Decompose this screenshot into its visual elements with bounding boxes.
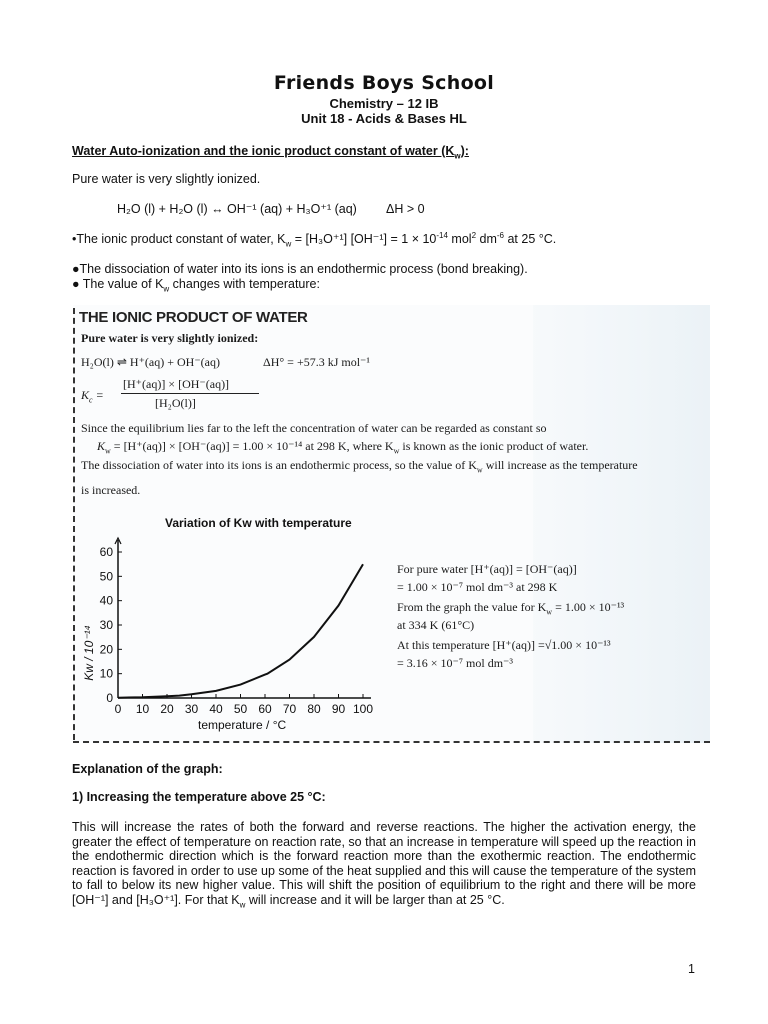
y-tick-label: 0 [106,691,113,705]
kc-fraction-bar [121,393,259,394]
note-graph-value: From the graph the value for $K_w = 1.00 \times 10^{-13}$ [397,600,625,617]
y-tick-label: 60 [99,545,113,559]
kw-def-exp: -14 [436,230,448,240]
bullet2-pre: ● The value of K [72,277,164,291]
y-tick-label: 10 [99,666,113,681]
kc-denominator: [H₂O(l)] [155,396,196,410]
figure-title: THE IONIC PRODUCT OF WATER [79,309,308,326]
unit-line: Unit 18 - Acids & Bases HL [301,111,467,126]
explanation-heading: Explanation of the graph: [72,762,223,776]
section-heading-sub: w [454,151,461,161]
x-axis-label: temperature / °C [198,718,287,732]
intro-text: Pure water is very slightly ionized. [72,172,261,186]
figure-line2: Since the equilibrium lies far to the left the concentration of water can be regarded as constant so [81,421,547,435]
ionization-equation: H₂O (l) + H₂O (l) ↔ OH⁻¹ (aq) + H₃O⁺¹ (aq) [117,202,357,216]
note-pure-water-value: = 1.00 × 10⁻⁷ mol dm⁻³ at 298 K [397,580,558,594]
x-tick-label: 50 [233,702,248,716]
note2-text: From the graph the value for K [397,600,547,614]
figure-line4: is increased. [81,483,141,497]
x-tick-label: 60 [258,702,272,716]
figure-line1: Pure water is very slightly ionized: [81,331,259,345]
bullet2-post: changes with temperature: [169,277,320,291]
section-heading-text: Water Auto-ionization and the ionic product constant of water (K [72,144,455,158]
x-tick-label: 30 [184,702,199,716]
delta-h-text: ΔH > 0 [386,202,425,216]
x-tick-label: 100 [352,702,374,716]
note-pure-water: For pure water [H⁺(aq)] = [OH⁻(aq)] [397,562,577,576]
textbook-scan [73,305,710,743]
school-title: Friends Boys School [273,72,495,94]
kw-def-end: at 25 °C. [504,232,557,246]
kw-expr-rest: = [H⁺(aq)] × [OH⁻(aq)] = 1.00 × 10⁻¹⁴ at 298 K, where K [110,439,394,453]
page-number: 1 [688,962,695,976]
kw-definition [72,232,556,247]
note-h-value: = 3.16 × 10⁻⁷ mol dm⁻³ [397,656,513,670]
x-tick-label: 90 [331,702,346,716]
section-heading [72,144,469,159]
kc-numerator: [H⁺(aq)] × [OH⁻(aq)] [123,377,230,391]
kc-label-sub: c [89,395,93,405]
subject-line: Chemistry – 12 IB [329,96,439,111]
kc-label-text: K [81,388,90,402]
x-tick-label: 70 [282,702,297,716]
figure-line3-end: will increase as the temperature [482,458,638,472]
y-tick-label: 40 [99,593,113,608]
kw-def-sub: w [285,239,292,249]
chart-axes [115,538,371,698]
note-h-concentration: At this temperature [H⁺(aq)] =√1.00 × 10⁻¹³ [397,638,611,652]
x-tick-label: 10 [135,702,150,716]
explanation-body [72,820,696,907]
scan-bleed-area [533,305,710,743]
bullet-kw-changes [72,277,320,292]
y-tick-label: 30 [99,618,113,632]
kw-def-unit-exp2: -6 [496,230,504,240]
x-tick-label: 0 [114,702,122,716]
explanation-body-end: will increase and it will be larger than at 25 °C. [245,892,505,907]
figure-equation: H₂O(l) ⇌ H⁺(aq) + OH⁻(aq) [81,355,220,369]
x-tick-label: 80 [307,702,321,716]
bullet-endothermic: ●The dissociation of water into its ions is an endothermic process (bond breaking). [72,262,528,276]
y-tick-label: 20 [99,642,113,657]
kw-def-unit2: dm [476,232,497,246]
figure-line3: The dissociation of water into its ions is an endothermic process, so the value of $K_w$ will increase as the temperature [81,458,638,475]
kw-expr-k: K [97,439,106,453]
kw-curve [118,564,363,698]
figure-delta-h: ΔH° = +57.3 kJ mol⁻¹ [263,355,370,369]
kw-expr-end: is known as the ionic product of water. [399,439,589,453]
kw-def-unit-exp1: 2 [471,230,477,240]
y-axis-label: Kw / 10⁻¹⁴ [82,625,96,681]
kw-def-pre: •The ionic product constant of water, K [72,232,286,246]
scan-dashed-left-border [73,308,75,740]
x-tick-label: 20 [160,702,174,716]
bullet2-sub: w [163,284,170,294]
chart-title: Variation of Kw with temperature [165,516,352,530]
note-temperature: at 334 K (61°C) [397,618,475,632]
chart-ticks [100,545,374,716]
explanation-body-text: This will increase the rates of both the forward and reverse reactions. The higher the activation energy, the greater the effect of temperature on reaction rate, so that an increase in temperature will speed up the reaction in the endothermic direction which is the forward reaction more than the exothermic reaction. The endothermic reaction is favored in order to use up some of the heat supplied and this will cause the temperature of the system to fall to below its new higher value. This will shift the position of equilibrium to the right and there will be more [OH⁻¹] and [H₃O⁺¹]. For that K [72,820,696,907]
kw-def-mid: = [H₃O⁺¹] [OH⁻¹] = 1 × 10 [291,232,437,246]
section-heading-end: ): [460,144,469,158]
explanation-body-sub: w [239,900,246,909]
scan-dashed-bottom-border [73,741,710,743]
y-tick-label: 50 [99,569,113,584]
x-tick-label: 40 [209,702,223,716]
figure-kw-expression: $K_w = [H^+(aq)] \times [OH^-(aq)] = 1.00 \times 10^{-14}$ at 298 K, where $K_w$ is known as the ionic product of water. [97,439,589,456]
note2-end: = 1.00 × 10⁻¹³ [552,600,625,614]
figure-line3-text: The dissociation of water into its ions is an endothermic process, so the value of K [81,458,477,472]
explanation-subheading: 1) Increasing the temperature above 25 °C: [72,790,326,804]
kw-def-unit: mol [447,232,472,246]
kc-label: $K_c$ = [81,388,104,405]
